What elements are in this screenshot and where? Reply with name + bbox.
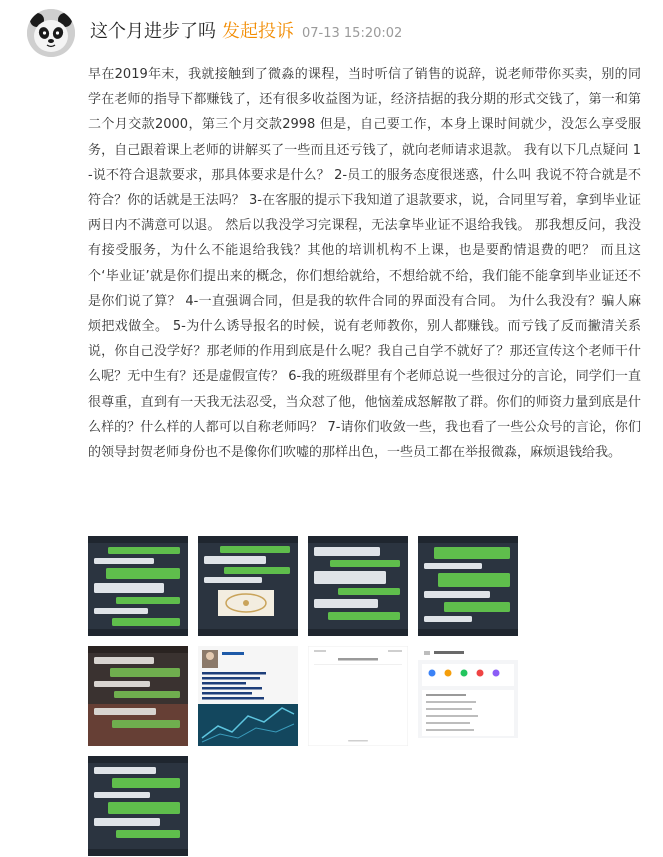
chat-screenshot-dim-icon bbox=[88, 646, 188, 746]
chat-screenshot-icon bbox=[88, 536, 188, 636]
chat-screenshot-icon bbox=[88, 756, 188, 856]
user-avatar[interactable] bbox=[27, 9, 75, 57]
gallery-image-1[interactable] bbox=[88, 536, 188, 636]
article-screenshot-icon bbox=[198, 646, 298, 746]
gallery-image-9[interactable] bbox=[88, 756, 188, 856]
title-row bbox=[90, 20, 402, 46]
gallery-image-8[interactable] bbox=[418, 646, 518, 746]
panda-avatar-icon bbox=[27, 9, 75, 57]
chat-screenshot-with-photo-icon bbox=[198, 536, 298, 636]
blank-page-screenshot-icon bbox=[308, 646, 408, 746]
app-settings-screenshot-icon bbox=[418, 646, 518, 746]
gallery-image-2[interactable] bbox=[198, 536, 298, 636]
gallery-image-4[interactable] bbox=[418, 536, 518, 636]
chat-screenshot-icon bbox=[308, 536, 408, 636]
report-complaint-link[interactable]: 发起投诉 bbox=[222, 21, 294, 42]
gallery-image-7[interactable] bbox=[308, 646, 408, 746]
post-title: 这个月进步了吗 bbox=[90, 21, 216, 42]
gallery-image-6[interactable] bbox=[198, 646, 298, 746]
chat-screenshot-icon bbox=[418, 536, 518, 636]
post-header bbox=[27, 6, 653, 58]
gallery-image-3[interactable] bbox=[308, 536, 408, 636]
gallery-image-5[interactable] bbox=[88, 646, 188, 746]
post-timestamp: 07-13 15:20:02 bbox=[302, 26, 403, 41]
post-body: 早在2019年末，我就接触到了微淼的课程，当时听信了销售的说辞，说老师带你买卖，别的同学在老师的指导下都赚钱了，还有很多收益图为证，经济拮据的我分期的形式交钱了，第一和第二个月交款2000，第三个月交款2998 但是，自己要工作，本身上课时间就少，没怎么享受服务，自己跟着课上老师的讲解买了一些而且还亏钱了，就向老师请求退款。 我有以下几点疑问 1-说不符合退款要求，那具体要求是什么？ 2-员工的服务态度很迷惑，什么叫 我说不符合就是不符合？你的话就是王法吗？ 3-在客服的提示下我知道了退款要求，说，合同里写着，拿到毕业证两日内不满意可以退。 然后以我没学习完课程，无法拿毕业证不退给我钱。 那我想反问，我没有接受服务，为什么不能退给我钱？其他的培训机构不上课，也是要酌情退费的吧？ 而且这个‘毕业证’就是你们提出来的概念，你们想给就给，不想给就不给，我们能不能拿到毕业证还不是你们说了算？ 4-一直强调合同，但是我的软件合同的界面没有合同。 为什么我没有？骗人麻烦把戏做全。 5-为什么诱导报名的时候，说有老师教你，别人都赚钱。而亏钱了反而撇清关系说，你自己没学好？那老师的作用到底是什么呢？我自己自学不就好了？那还宣传这个老师干什么呢？无中生有？还是虚假宣传？ 6-我的班级群里有个老师总说一些很过分的言论，同学们一直很尊重，直到有一天我无法忍受，当众怼了他，他恼羞成怒解散了群。你们的师资力量到底是什么样的？什么样的人都可以自称老师吗？ 7-请你们收敛一些，我也看了一些公众号的言论，你们的领导封贺老师身份也不是像你们吹嘘的那样出色，一些员工都在举报微淼，麻烦退钱给我。 bbox=[88, 67, 641, 461]
